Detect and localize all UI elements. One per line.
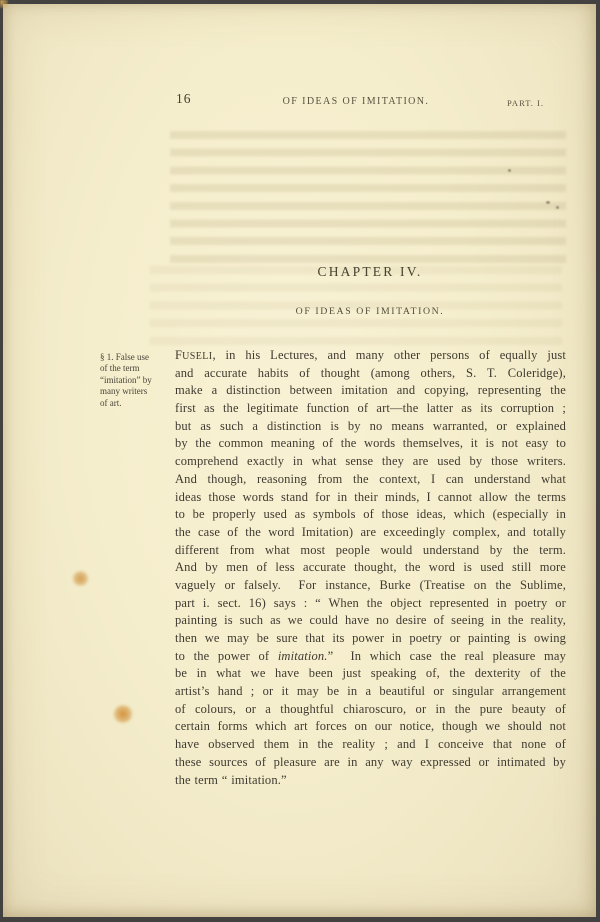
body-line: part i. sect. 16) says : “ When the object represented in poetry or [175, 595, 566, 610]
body-line: certain forms which art forces on our notice, though we should not [175, 719, 566, 734]
margin-note-line: § 1. False use [100, 352, 149, 362]
running-header-title: OF IDEAS OF IMITATION. [282, 96, 430, 107]
ink-speck [546, 201, 550, 204]
margin-note-line: “imitation” by [100, 374, 152, 385]
body-text [175, 347, 566, 789]
body-line: comprehend exactly in what sense they are used by those writers. [175, 454, 566, 469]
body-line: to the power of imitation.” In which case the real pleasure may [175, 648, 566, 663]
body-line: but as such a distinction is by no means warranted, or explained [175, 418, 566, 433]
margin-note-line: many writers [100, 386, 148, 397]
ink-speck [556, 206, 559, 209]
showthrough-text-upper [170, 131, 566, 264]
body-line: ideas those words stand for in their minds, I cannot allow the terms [175, 489, 566, 504]
body-line: And by men of less accurate thought, the word is used still more [175, 560, 566, 575]
section-heading: OF IDEAS OF IMITATION. [295, 306, 445, 317]
margin-note-line: of art. [100, 397, 122, 408]
corner-stain [0, 0, 8, 8]
margin-note [100, 352, 180, 409]
page-number: 16 [176, 91, 192, 106]
ink-speck [508, 169, 511, 172]
body-line: have observed them in the reality ; and I conceive that none of [175, 737, 566, 752]
margin-note-line: of the term [100, 363, 140, 374]
body-line: then we may be sure that its power in poetry or painting is owing [175, 631, 566, 645]
body-line: make a distinction between imitation and copying, representing the [175, 383, 566, 398]
body-line: be in what we have been just speaking of, the dexterity of the [175, 666, 566, 681]
chapter-heading: CHAPTER IV. [317, 264, 423, 279]
foxing-spot [113, 705, 133, 723]
body-line: first as the legitimate function of art—the latter as its corruption ; [175, 401, 566, 416]
body-line: these sources of pleasure are in any way expressed or intimated by [175, 754, 566, 769]
body-line: to be properly used as symbols of those ideas, which (especially in [175, 507, 566, 522]
body-line: artist’s hand ; or it may be in a beautiful or singular arrangement [175, 684, 566, 699]
body-line: vaguely or falsely. For instance, Burke (Treatise on the Sublime, [175, 577, 566, 592]
body-line: FUSELI, in his Lectures, and many other persons of equally just [175, 348, 566, 362]
body-line: the case of the word Imitation) are exceedingly complex, and totally [175, 524, 566, 539]
body-line: different from what most people would understand by the term. [175, 542, 566, 557]
body-line: painting is such as we could have no desire of seeing in the reality, [175, 613, 566, 628]
body-line: the term “ imitation.” [175, 772, 287, 787]
part-label: PART. I. [506, 98, 544, 108]
body-line: by the common meaning of the words themselves, it is not easy to [175, 436, 566, 451]
body-line: And though, reasoning from the context, I can understand what [175, 471, 566, 486]
foxing-spot [72, 571, 89, 586]
body-line: and accurate habits of thought (among others, S. T. Coleridge), [175, 365, 566, 380]
body-line: of colours, or a thoughtful chiaroscuro, or in the pure beauty of [175, 701, 566, 716]
